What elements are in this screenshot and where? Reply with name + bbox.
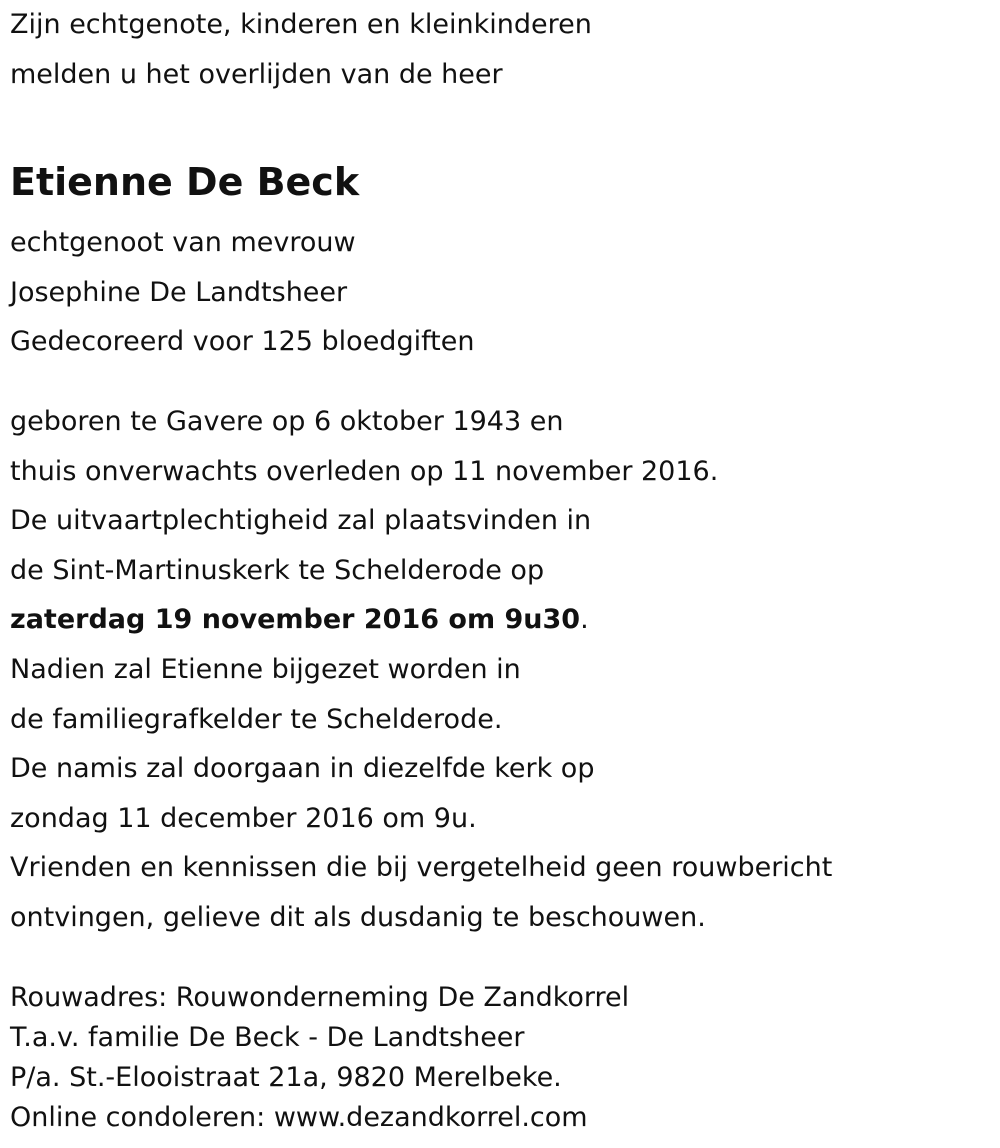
burial-location: de familiegrafkelder te Schelderode.: [10, 703, 503, 735]
announcement-intro: [10, 0, 592, 99]
funeral-date-line: [10, 595, 832, 645]
family-attention: T.a.v. familie De Beck - De Landtsheer: [10, 1022, 525, 1053]
intro-line-announcement: melden u het overlijden van de heer: [10, 58, 503, 90]
burial-info: Nadien zal Etienne bijgezet worden in: [10, 653, 521, 685]
notice-note-line-1: Vrienden en kennissen die bij vergetelheid geen rouwbericht: [10, 852, 833, 884]
spouse-info: [10, 218, 474, 367]
online-condolence-link[interactable]: Online condoleren: www.dezandkorrel.com: [10, 1102, 588, 1133]
intro-line-family: Zijn echtgenote, kinderen en kleinkinderen: [10, 9, 592, 40]
ceremony-info: De uitvaartplechtigheid zal plaatsvinden in: [10, 505, 592, 537]
spouse-relation: echtgenoot van mevrouw: [10, 227, 356, 258]
funeral-date-punctuation: .: [580, 604, 589, 636]
funeral-details: [10, 397, 832, 943]
street-address: P/a. St.-Elooistraat 21a, 9820 Merelbeke.: [10, 1062, 562, 1093]
memorial-mass-date: zondag 11 december 2016 om 9u.: [10, 802, 477, 834]
mourning-address-title: Rouwadres: Rouwonderneming De Zandkorrel: [10, 982, 630, 1013]
funeral-date: zaterdag 19 november 2016 om 9u30: [10, 604, 581, 636]
spouse-name: Josephine De Landtsheer: [10, 276, 348, 308]
church-info: de Sint-Martinuskerk te Schelderode op: [10, 554, 545, 586]
birth-info: geboren te Gavere op 6 oktober 1943 en: [10, 406, 564, 437]
notice-note-line-2: ontvingen, gelieve dit als dusdanig te beschouwen.: [10, 901, 706, 933]
death-info: thuis onverwachts overleden op 11 november 2016.: [10, 455, 719, 487]
deceased-name: Etienne De Beck: [10, 160, 360, 205]
memorial-mass-info: De namis zal doorgaan in diezelfde kerk op: [10, 753, 595, 785]
decoration-note: Gedecoreerd voor 125 bloedgiften: [10, 326, 475, 358]
mourning-address: [10, 978, 629, 1138]
